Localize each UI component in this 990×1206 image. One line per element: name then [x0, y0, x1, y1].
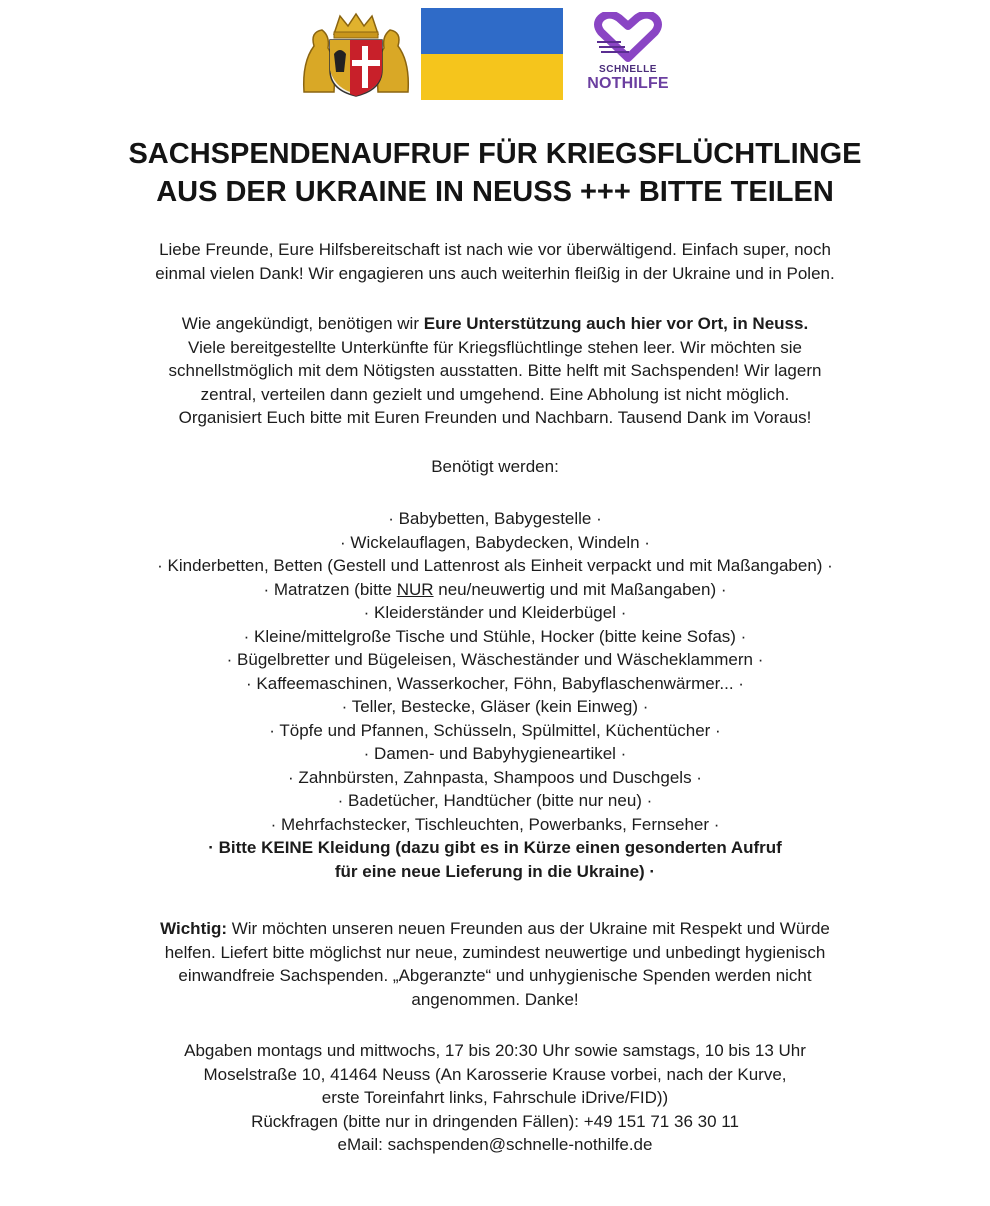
address-line-1: Moselstraße 10, 41464 Neuss (An Karosserie Krause vorbei, nach der Kurve,	[203, 1064, 787, 1084]
email-line: eMail: sachspenden@schnelle-nothilfe.de	[337, 1135, 653, 1154]
list-item: · Kaffeemaschinen, Wasserkocher, Föhn, Babyflaschenwärmer... ·	[246, 673, 744, 693]
list-item: · Bügelbretter und Bügeleisen, Wäscheständer und Wäscheklammern ·	[226, 650, 764, 669]
list-item: · Teller, Bestecke, Gläser (kein Einweg) ·	[341, 697, 649, 716]
list-item: · Babybetten, Babygestelle ·	[388, 509, 602, 528]
support-line-1-bold: Eure Unterstützung auch hier vor Ort, in Neuss.	[423, 314, 809, 333]
list-item: · Kinderbetten, Betten (Gestell und Lattenrost als Einheit verpackt und mit Maßangaben) ·	[157, 556, 833, 575]
drop-off-times: Abgaben montags und mittwochs, 17 bis 20:30 Uhr sowie samstags, 10 bis 13 Uhr	[184, 1041, 806, 1060]
schnelle-nothilfe-logo	[578, 12, 678, 102]
support-line-5: Organisiert Euch bitte mit Euren Freunden und Nachbarn. Tausend Dank im Voraus!	[178, 408, 812, 427]
list-item	[60, 578, 930, 602]
list-item: · Kleiderständer und Kleiderbügel ·	[363, 603, 627, 622]
page-title	[0, 135, 990, 211]
support-paragraph	[60, 312, 930, 430]
address-line-2: erste Toreinfahrt links, Fahrschule iDrive/FID))	[321, 1088, 669, 1107]
important-line-3: einwandfreie Sachspenden. „Abgeranzte“ und unhygienische Spenden werden nicht	[178, 966, 812, 985]
header-logos	[0, 4, 990, 104]
title-line-1: SACHSPENDENAUFRUF FÜR KRIEGSFLÜCHTLINGE	[128, 138, 862, 170]
list-item: · Mehrfachstecker, Tischleuchten, Powerbanks, Fernseher ·	[270, 814, 720, 834]
important-line-4: angenommen. Danke!	[411, 989, 579, 1009]
list-item: · Kleine/mittelgroße Tische und Stühle, Hocker (bitte keine Sofas) ·	[243, 626, 747, 646]
important-line-2: helfen. Liefert bitte möglichst nur neue, zumindest neuwertige und unbedingt hygienisch	[164, 942, 826, 962]
support-line-3: schnellstmöglich mit dem Nötigsten ausstatten. Bitte helft mit Sachspenden! Wir lagern	[168, 361, 822, 380]
important-label: Wichtig:	[160, 919, 227, 938]
flag-yellow-stripe	[421, 54, 563, 100]
support-line-2: Viele bereitgestellte Unterkünfte für Kriegsflüchtlinge stehen leer. Wir möchten sie	[188, 337, 802, 357]
contact-paragraph	[60, 1039, 930, 1157]
intro-paragraph	[60, 238, 930, 285]
support-line-1-pre: Wie angekündigt, benötigen wir	[181, 314, 424, 333]
intro-line-2: einmal vielen Dank! Wir engagieren uns auch weiterhin fleißig in der Ukraine und in Polen.	[155, 263, 835, 283]
phone-line: Rückfragen (bitte nur in dringenden Fällen): +49 151 71 36 30 11	[251, 1111, 739, 1131]
ukraine-flag-icon	[421, 8, 563, 100]
intro-line-1: Liebe Freunde, Eure Hilfsbereitschaft ist nach wie vor überwältigend. Einfach super, noch	[159, 240, 831, 259]
logo-brand-top: SCHNELLE	[599, 64, 657, 75]
title-line-2: AUS DER UKRAINE IN NEUSS +++ BITTE TEILEN	[156, 176, 834, 208]
needed-heading: Benötigt werden:	[431, 457, 559, 476]
important-line-1: Wir möchten unseren neuen Freunden aus der Ukraine mit Respekt und Würde	[227, 919, 830, 938]
list-item-underline: NUR	[396, 579, 434, 599]
list-item-no-clothing-cont: für eine neue Lieferung in die Ukraine) ·	[334, 861, 656, 881]
list-item: · Badetücher, Handtücher (bitte nur neu) ·	[337, 791, 653, 810]
donation-item-list	[60, 507, 930, 883]
list-item: · Wickelauflagen, Babydecken, Windeln ·	[340, 532, 650, 552]
list-item: · Töpfe und Pfannen, Schüsseln, Spülmittel, Küchentücher ·	[269, 720, 721, 740]
list-item-pre: · Matratzen (bitte	[263, 579, 397, 599]
list-item: · Zahnbürsten, Zahnpasta, Shampoos und Duschgels ·	[288, 767, 702, 787]
list-item: · Damen- und Babyhygieneartikel ·	[363, 744, 627, 763]
neuss-coat-of-arms-icon	[300, 12, 412, 98]
support-line-4: zentral, verteilen dann gezielt und umgehend. Eine Abholung ist nicht möglich.	[200, 384, 790, 404]
heart-logo-icon	[593, 12, 663, 62]
list-item-no-clothing: · Bitte KEINE Kleidung (dazu gibt es in Kürze einen gesonderten Aufruf	[208, 838, 782, 857]
logo-brand-bottom: NOTHILFE	[587, 75, 669, 92]
list-item-post: neu/neuwertig und mit Maßangaben) ·	[433, 579, 727, 599]
important-paragraph	[60, 917, 930, 1011]
flag-blue-stripe	[421, 8, 563, 54]
